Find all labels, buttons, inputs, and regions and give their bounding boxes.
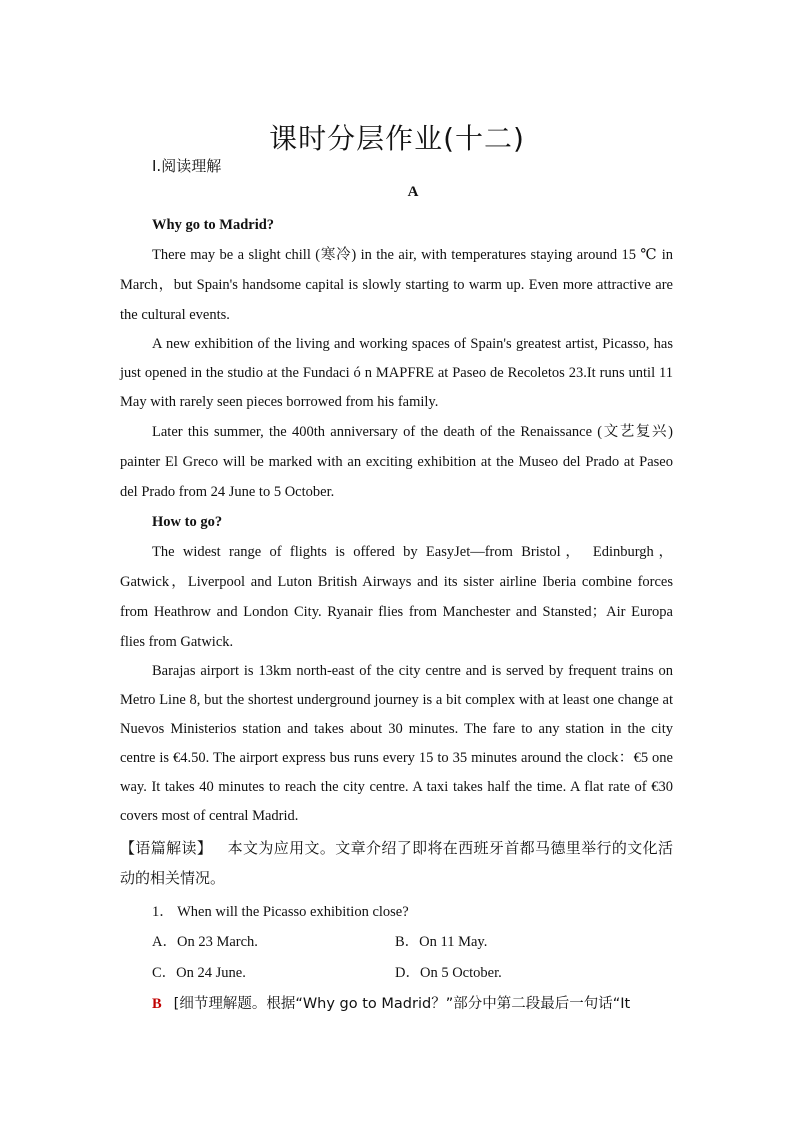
question-options xyxy=(120,927,673,989)
option-b: B．On 11 May. xyxy=(395,934,488,950)
heading-how-to-go: How to go? xyxy=(152,514,223,530)
paragraph-3: Later this summer, the 400th anniversary of the death of the Renaissance (文艺复兴) painter El Greco will be marked with an exciting exhibition at the Museo del Prado at Paseo del Prado from 24 June to 5 October. xyxy=(120,424,673,500)
answer-letter: B xyxy=(152,996,162,1012)
heading-why-madrid: Why go to Madrid? xyxy=(152,217,275,233)
paragraph-5: Barajas airport is 13km north-east of the city centre and is served by frequent trains on Metro Line 8, but the shortest underground journey is a bit complex with at least one change at Nuevos Ministerios station and takes about 30 minutes. The fare to any station in the city centre is €4.50. The airport express bus runs every 15 to 35 minutes around the clock：€5 one way. It takes 40 minutes to reach the city centre. A taxi takes half the time. A flat rate of €30 covers most of central Madrid. xyxy=(120,663,673,824)
analysis-tag: 【语篇解读】 xyxy=(120,839,213,857)
page-title: 课时分层作业(十二) xyxy=(269,121,525,155)
passage-body xyxy=(120,210,673,1020)
question-text: When will the Picasso exhibition close? xyxy=(177,904,409,920)
answer-explanation xyxy=(120,989,673,1020)
analysis-text: 本文为应用文。文章介绍了即将在西班牙首都马德里举行的文化活动的相关情况。 xyxy=(120,839,673,887)
option-a: A．On 23 March. xyxy=(152,934,258,950)
paragraph-4: The widest range of flights is offered by EasyJet—from Bristol， Edinburgh， Gatwick，Liverpool and Luton British Airways and its sister airline Iberia combine forces from Heathrow and London City. Ryanair flies from Manchester and Stansted；Air Europa flies from Gatwick. xyxy=(120,544,673,650)
paragraph-1: There may be a slight chill (寒冷) in the air, with temperatures staying around 15 ℃ in March，but Spain's handsome capital is slowly starting to warm up. Even more attractive are the cultural events. xyxy=(120,247,673,323)
section-label: Ⅰ.阅读理解 xyxy=(152,157,222,175)
passage-analysis xyxy=(120,833,673,893)
option-c: C．On 24 June. xyxy=(152,965,246,981)
option-d: D．On 5 October. xyxy=(395,965,502,981)
paragraph-2: A new exhibition of the living and working spaces of Spain's greatest artist, Picasso, has just opened in the studio at the Fundaci ó n MAPFRE at Paseo de Recoletos 23.It runs until 11 May with rarely seen pieces borrowed from his family. xyxy=(120,336,673,410)
answer-text: [细节理解题。根据“Why go to Madrid？”部分中第二段最后一句话“It xyxy=(173,996,631,1012)
question-1 xyxy=(120,897,673,927)
passage-letter: A xyxy=(407,184,419,200)
question-number: 1． xyxy=(152,904,174,920)
